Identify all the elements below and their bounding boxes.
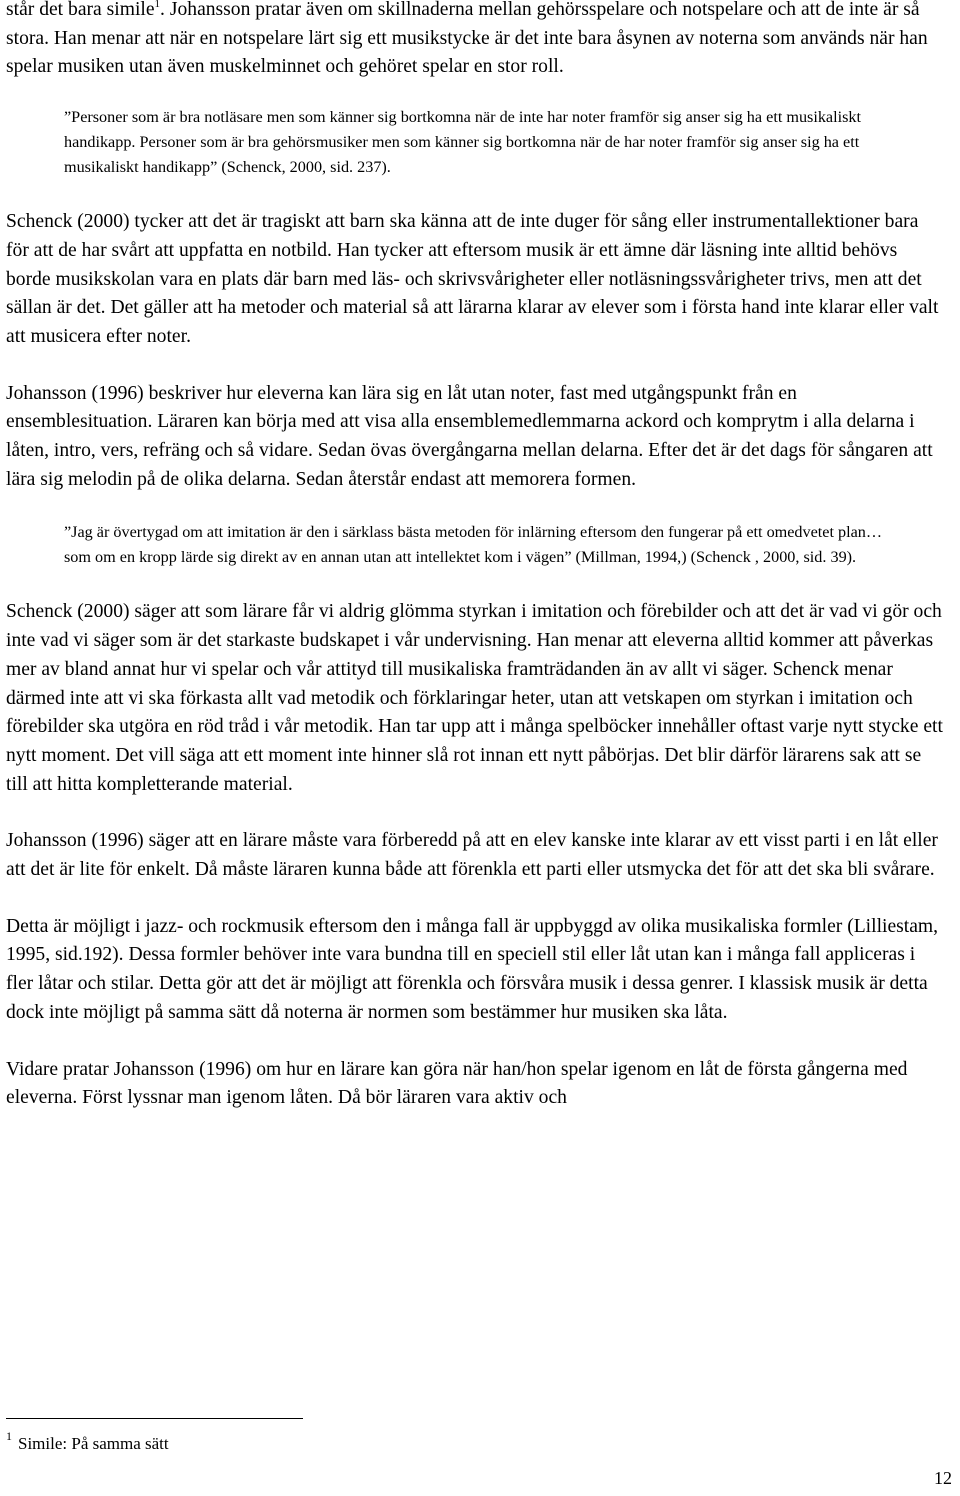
paragraph-text: står det bara simile bbox=[6, 0, 155, 20]
body-paragraph: Johansson (1996) beskriver hur eleverna kan lära sig en låt utan noter, fast med utgångspunkt från en ensemblesituation. Läraren kan börja med att visa alla ensemblemedlemmarna ackord och komprytm i alla delarna i låten, intro, vers, refräng och så vidare. Sedan övas övergångarna mellan delarna. Efter det är det dags för sångaren att lära sig melodin på de olika delarna. Sedan återstår endast att memorera formen. bbox=[6, 382, 933, 490]
footnote-text: Simile: På samma sätt bbox=[18, 1434, 169, 1453]
document-page bbox=[6, 0, 946, 1113]
body-paragraph: Vidare pratar Johansson (1996) om hur en lärare kan göra när han/hon spelar igenom en låt de första gångerna med eleverna. Först lyssnar man igenom låten. Då bör läraren vara aktiv och bbox=[6, 1058, 908, 1109]
body-paragraph bbox=[6, 0, 946, 82]
paragraph-text: . Johansson pratar även om skillnaderna mellan gehörsspelare och notspelare och att de inte är så stora. Han menar att när en notspelare lärt sig ett musikstycke är det inte bara åsynen av noterna som används när han spelar musiken utan även muskelminnet och gehöret spelar en stor roll. bbox=[6, 0, 928, 78]
block-quote: ”Personer som är bra notläsare men som känner sig bortkomna när de inte har noter framför sig anser sig ha ett musikaliskt handikapp. Personer som är bra gehörsmusiker men som känner sig bortkomna när de har noter framför sig anser sig ha ett musikaliskt handikapp” (Schenck, 2000, sid. 237). bbox=[64, 108, 862, 177]
body-paragraph: Schenck (2000) tycker att det är tragiskt att barn ska känna att de inte duger för sång eller instrumentallektioner bara för att de har svårt att uppfatta en notbild. Han tycker att eftersom musik är ett ämne där läsning inte alltid behövs borde musikskolan vara en plats där barn med läs- och skrivsvårigheter eller notläsningssvårigheter trivs, men att det sällan är det. Det gäller att ha metoder och material så att lärarna klarar av elever som i första hand inte klarar eller valt att musicera efter noter. bbox=[6, 211, 939, 347]
footnote-separator bbox=[6, 1418, 303, 1419]
footnote bbox=[6, 1429, 169, 1455]
body-paragraph: Schenck (2000) säger att som lärare får vi aldrig glömma styrkan i imitation och förebilder och att det är vad vi gör och inte vad vi säger som är det starkaste budskapet i vår undervisning. Han menar att eleverna alltid kommer att påverkas mer av bland annat hur vi spelar och vår attityd till musikaliska framträdanden än av allt vi säger. Schenck menar därmed inte att vi ska förkasta allt vad metodik och förklaringar heter, utan att vetskapen om styrkan i imitation och förebilder ska utgöra en röd tråd i vår metodik. Han tar upp att i många spelböcker innehåller oftast varje nytt stycke ett nytt moment. Det vill säga att ett moment inte hinner slå rot innan ett nytt påbörjas. Det blir därför lärarens sak att se till att hitta kompletterande material. bbox=[6, 601, 943, 795]
footnote-reference: 1 bbox=[154, 0, 161, 10]
page-number: 12 bbox=[934, 1468, 952, 1488]
block-quote: ”Jag är övertygad om att imitation är den i särklass bästa metoden för inlärning eftersom den fungerar på ett omedvetet plan… som om en kropp lärde sig direkt av en annan utan att intellektet kom i vägen” (Millman, 1994,) (Schenck , 2000, sid. 39). bbox=[64, 523, 883, 567]
body-paragraph: Johansson (1996) säger att en lärare måste vara förberedd på att en elev kanske inte klarar av ett visst parti i en låt eller att det är lite för enkelt. Då måste läraren kunna både att förenkla ett parti eller utsmycka det för att det ska bli svårare. bbox=[6, 830, 938, 881]
footnote-marker: 1 bbox=[6, 1429, 12, 1443]
body-paragraph: Detta är möjligt i jazz- och rockmusik eftersom den i många fall är uppbyggd av olika musikaliska formler (Lilliestam, 1995, sid.192). Dessa formler behöver inte vara bundna till en speciell stil eller låt utan kan i många fall appliceras i fler låtar och stilar. Detta gör att det är möjligt att förenkla och försvåra musik i dessa genrer. I klassisk musik är detta dock inte möjligt på samma sätt då noterna är normen som bestämmer hur musiken ska låta. bbox=[6, 915, 939, 1023]
